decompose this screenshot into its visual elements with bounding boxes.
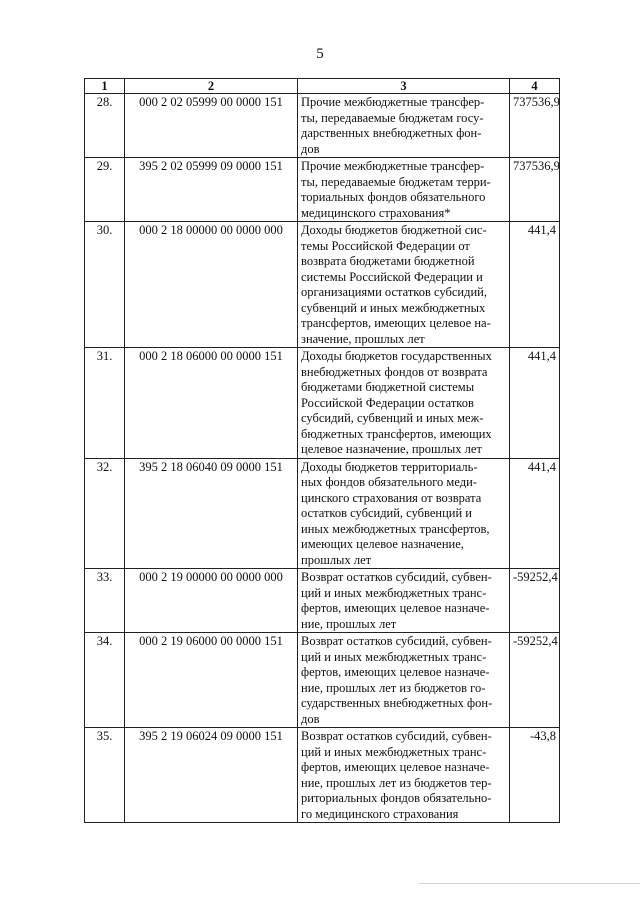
amount: 737536,9: [510, 158, 560, 222]
description-line: ций и иных межбюджетных транс-: [301, 585, 487, 600]
description-line: ций и иных межбюджетных транс-: [301, 649, 487, 664]
description-line: фертов, имеющих целевое назначе-: [301, 601, 490, 615]
description-line: дов: [301, 711, 320, 726]
table-row: [85, 222, 560, 348]
amount: -59252,4: [510, 569, 560, 633]
table-row: [85, 158, 560, 222]
description-line: ние, прошлых лет: [301, 616, 397, 631]
table-row: [85, 458, 560, 569]
header-col-3: 3: [298, 79, 510, 94]
description-line: системы Российской Федерации и: [301, 269, 483, 284]
description-line: организациями остатков субсидий,: [301, 285, 487, 299]
description-line: иных межбюджетных трансфертов,: [301, 521, 490, 536]
revenue-description: [298, 94, 510, 158]
description-line: субсидий, субвенций и иных меж-: [301, 411, 484, 425]
row-number: 28.: [85, 94, 125, 158]
budget-code: 395 2 19 06024 09 0000 151: [125, 728, 298, 823]
description-line: медицинского страхования*: [301, 205, 451, 220]
header-col-1: 1: [85, 79, 125, 94]
header-col-4: 4: [510, 79, 560, 94]
description-line: значение, прошлых лет: [301, 331, 425, 346]
revenue-description: [298, 633, 510, 728]
table-row: [85, 569, 560, 633]
page-number: 5: [316, 46, 324, 62]
table-row: [85, 633, 560, 728]
amount: -43,8: [510, 728, 560, 823]
description-line: дарственных внебюджетных фон-: [301, 126, 482, 140]
budget-code: 000 2 18 00000 00 0000 000: [125, 222, 298, 348]
description-line: фертов, имеющих целевое назначе-: [301, 760, 490, 774]
description-line: го медицинского страхования: [301, 806, 459, 821]
description-line: Российской Федерации остатков: [301, 395, 474, 410]
description-line: Доходы бюджетов бюджетной сис-: [301, 223, 487, 237]
description-line: Доходы бюджетов государственных: [301, 349, 492, 363]
revenue-description: [298, 728, 510, 823]
budget-code: 000 2 19 00000 00 0000 000: [125, 569, 298, 633]
budget-code: 000 2 02 05999 00 0000 151: [125, 94, 298, 158]
description-line: ты, передаваемые бюджетам госу-: [301, 110, 484, 125]
budget-code: 000 2 18 06000 00 0000 151: [125, 348, 298, 459]
description-line: Доходы бюджетов территориаль-: [301, 459, 478, 474]
table-row: [85, 728, 560, 823]
description-line: фертов, имеющих целевое назначе-: [301, 665, 490, 679]
amount: 441,4: [510, 348, 560, 459]
revenue-description: [298, 458, 510, 569]
description-line: дов: [301, 141, 320, 156]
header-row: [85, 79, 560, 94]
row-number: 30.: [85, 222, 125, 348]
row-number: 35.: [85, 728, 125, 823]
description-line: сударственных внебюджетных фон-: [301, 696, 493, 710]
amount: 441,4: [510, 458, 560, 569]
description-line: целевое назначение, прошлых лет: [301, 442, 482, 456]
revenue-description: [298, 158, 510, 222]
description-line: остатков субсидий, субвенций и: [301, 506, 472, 520]
revenue-description: [298, 222, 510, 348]
description-line: Возврат остатков субсидий, субвен-: [301, 570, 492, 584]
description-line: цинского страхования от возврата: [301, 490, 482, 505]
row-number: 29.: [85, 158, 125, 222]
description-line: Прочие межбюджетные трансфер-: [301, 95, 485, 109]
description-line: бюджетами бюджетной системы: [301, 380, 475, 394]
table-body: [85, 94, 560, 823]
description-line: риториальных фондов обязательно-: [301, 791, 492, 805]
header-col-2: 2: [125, 79, 298, 94]
description-line: Возврат остатков субсидий, субвен-: [301, 634, 492, 648]
budget-code: 395 2 18 06040 09 0000 151: [125, 458, 298, 569]
description-line: ных фондов обязательного меди-: [301, 475, 477, 489]
description-line: темы Российской Федерации от: [301, 238, 470, 253]
row-number: 34.: [85, 633, 125, 728]
amount: -59252,4: [510, 633, 560, 728]
amount: 441,4: [510, 222, 560, 348]
description-line: субвенций и иных межбюджетных: [301, 300, 486, 315]
amount: 737536,9: [510, 94, 560, 158]
revenue-description: [298, 348, 510, 459]
description-line: Прочие межбюджетные трансфер-: [301, 159, 485, 173]
revenue-description: [298, 569, 510, 633]
row-number: 32.: [85, 458, 125, 569]
description-line: ние, прошлых лет из бюджетов го-: [301, 680, 486, 695]
table-row: [85, 94, 560, 158]
description-line: имеющих целевое назначение,: [301, 537, 464, 551]
description-line: ты, передаваемые бюджетам терри-: [301, 174, 491, 189]
row-number: 33.: [85, 569, 125, 633]
description-line: Возврат остатков субсидий, субвен-: [301, 729, 492, 743]
budget-revenue-table: [84, 78, 560, 823]
description-line: ций и иных межбюджетных транс-: [301, 744, 487, 759]
description-line: бюджетных трансфертов, имеющих: [301, 426, 492, 441]
description-line: ториальных фондов обязательного: [301, 190, 486, 204]
description-line: трансфертов, имеющих целевое на-: [301, 316, 491, 330]
row-number: 31.: [85, 348, 125, 459]
description-line: внебюджетных фондов от возврата: [301, 364, 488, 379]
description-line: возврата бюджетами бюджетной: [301, 254, 475, 268]
description-line: прошлых лет: [301, 552, 372, 567]
description-line: ние, прошлых лет из бюджетов тер-: [301, 775, 492, 790]
table-row: [85, 348, 560, 459]
budget-code: 000 2 19 06000 00 0000 151: [125, 633, 298, 728]
budget-code: 395 2 02 05999 09 0000 151: [125, 158, 298, 222]
scan-edge-line: [418, 883, 640, 884]
